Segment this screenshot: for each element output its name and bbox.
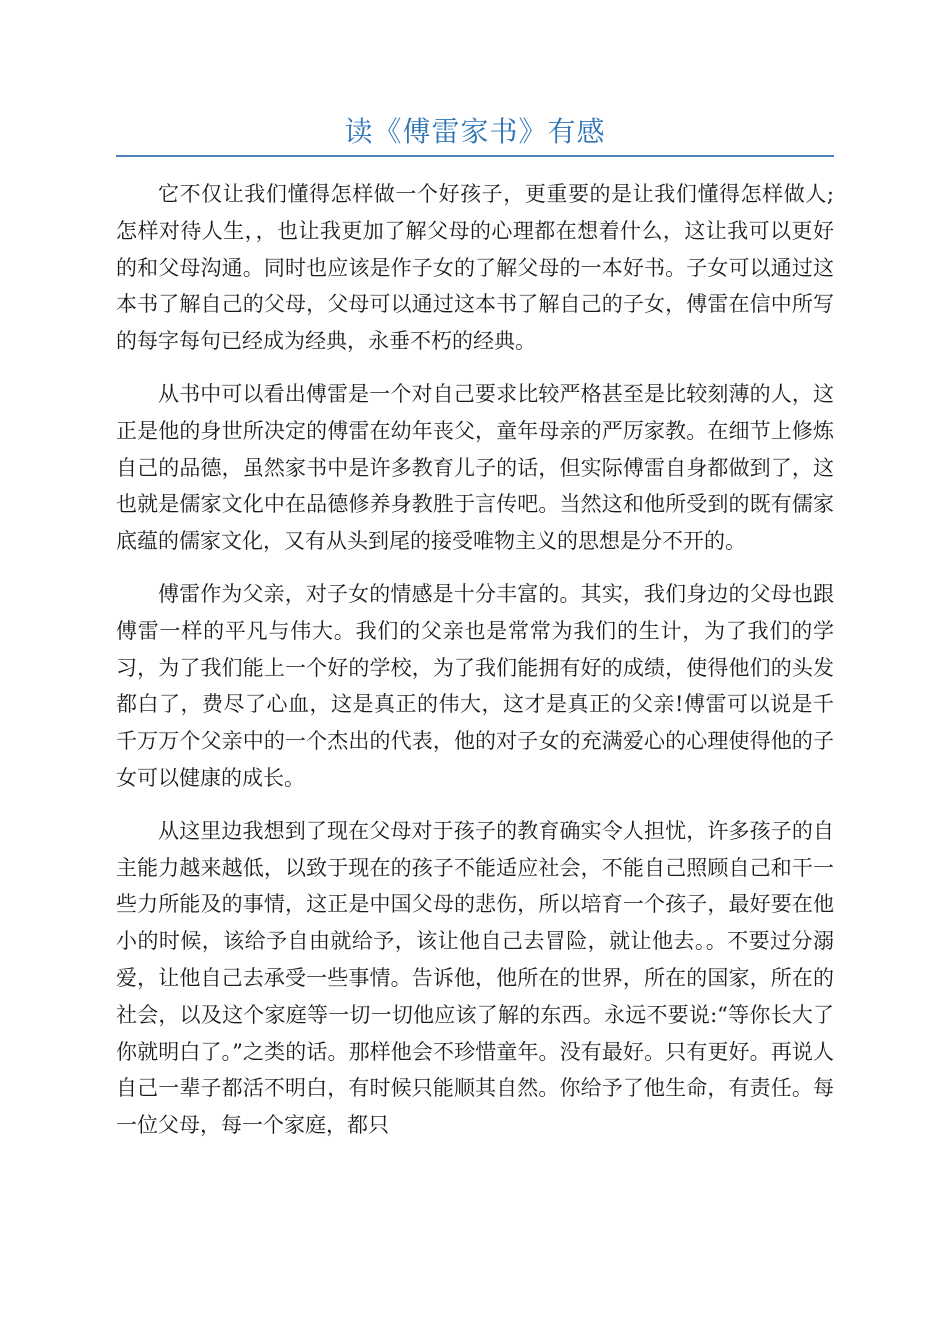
title-underline bbox=[116, 155, 834, 157]
paragraph-4: 从这里边我想到了现在父母对于孩子的教育确实令人担忧，许多孩子的自主能力越来越低，以致于现在的孩子不能适应社会，不能自己照顾自己和干一些力所能及的事情，这正是中国父母的悲伤，所以培育一个孩子，最好要在他小的时候，该给予自由就给予，该让他自己去冒险，就让他去。。不要过分溺爱，让他自己去承受一些事情。告诉他，他所在的世界，所在的国家，所在的社会，以及这个家庭等一切一切他应该了解的东西。永远不要说:“等你长大了你就明白了。”之类的话。那样他会不珍惜童年。没有最好。只有更好。再说人自己一辈子都活不明白，有时候只能顺其自然。你给予了他生命，有责任。每一位父母，每一个家庭，都只 bbox=[116, 818, 834, 1138]
paragraph-2: 从书中可以看出傅雷是一个对自己要求比较严格甚至是比较刻薄的人，这正是他的身世所决定的傅雷在幼年丧父，童年母亲的严厉家教。在细节上修炼自己的品德，虽然家书中是许多教育儿子的话，但实际傅雷自身都做到了，这也就是儒家文化中在品德修养身教胜于言传吧。当然这和他所受到的既有儒家底蕴的儒家文化，又有从头到尾的接受唯物主义的思想是分不开的。 bbox=[116, 381, 834, 554]
document-title: 读《傅雷家书》有感 bbox=[344, 115, 606, 148]
paragraph-1: 它不仅让我们懂得怎样做一个好孩子，更重要的是让我们懂得怎样做人;怎样对待人生，，也让我更加了解父母的心理都在想着什么，这让我可以更好的和父母沟通。同时也应该是作子女的了解父母的一本好书。子女可以通过这本书了解自己的父母，父母可以通过这本书了解自己的子女，傅雷在信中所写的每字每句已经成为经典，永垂不朽的经典。 bbox=[116, 182, 834, 354]
document-body bbox=[116, 176, 834, 1160]
paragraph-3: 傅雷作为父亲，对子女的情感是十分丰富的。其实，我们身边的父母也跟傅雷一样的平凡与伟大。我们的父亲也是常常为我们的生计，为了我们的学习，为了我们能上一个好的学校，为了我们能拥有好的成绩，使得他们的头发都白了，费尽了心血，这是真正的伟大，这才是真正的父亲!傅雷可以说是千千万万个父亲中的一个杰出的代表，他的对子女的充满爱心的心理使得他的子女可以健康的成长。 bbox=[116, 581, 834, 790]
